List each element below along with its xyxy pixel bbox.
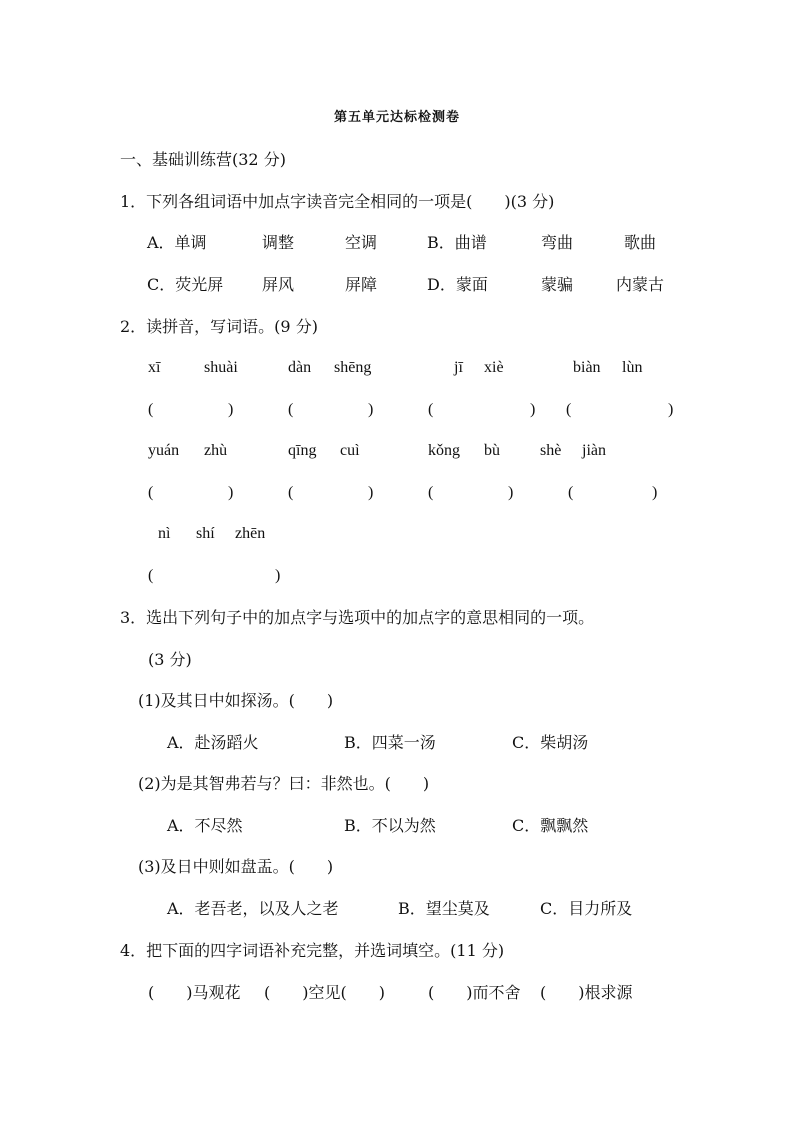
answer-bracket-open: ( (566, 401, 572, 418)
pinyin: jiàn (582, 442, 606, 459)
pinyin: xiè (484, 359, 504, 376)
question-1-stem: 1．下列各组词语中加点字读音完全相同的一项是( )(3 分) (120, 192, 555, 211)
pinyin: zhù (204, 442, 228, 459)
pinyin: shēng (334, 359, 372, 376)
q3-s2-option-c: C．飘飘然 (512, 816, 589, 835)
pinyin: shí (196, 525, 215, 542)
q3-s1-option-c: C．柴胡汤 (512, 733, 589, 752)
q3-sentence-2: (2)为是其智弗若与？曰：非然也。( ) (138, 774, 430, 793)
question-3-score: (3 分) (148, 650, 192, 669)
answer-bracket-open: ( (568, 484, 574, 501)
pinyin: nì (158, 525, 171, 542)
q1-option-c: C．荧光屏 (147, 275, 224, 294)
q1-option-d-word-3: 内蒙古 (616, 275, 665, 294)
q3-sentence-3: (3)及日中则如盘盂。( ) (138, 857, 334, 876)
question-4-stem: 4．把下面的四字词语补充完整，并选词填空。(11 分) (120, 941, 505, 960)
q3-s3-option-b: B．望尘莫及 (398, 899, 490, 918)
answer-bracket-close: ) (668, 401, 674, 418)
q1-option-a-word-3: 空调 (345, 233, 378, 252)
q1-option-d: D．蒙面 (427, 275, 488, 294)
question-3-stem: 3．选出下列句子中的加点字与选项中的加点字的意思相同的一项。 (120, 608, 595, 627)
pinyin: zhēn (235, 525, 266, 542)
q3-s2-option-a: A．不尽然 (167, 816, 243, 835)
q1-option-b-word-3: 歌曲 (624, 233, 657, 252)
answer-bracket-open: ( (288, 484, 294, 501)
pinyin: shuài (204, 359, 238, 376)
answer-bracket-open: ( (288, 401, 294, 418)
q3-s3-option-a: A．老吾老，以及人之老 (167, 899, 339, 918)
q3-s1-option-a: A．赴汤蹈火 (167, 733, 259, 752)
q3-s1-option-b: B．四菜一汤 (344, 733, 436, 752)
q1-option-a-word-2: 调整 (262, 233, 295, 252)
q1-option-c-word-3: 屏障 (345, 275, 378, 294)
answer-bracket-open: ( (148, 567, 154, 584)
answer-bracket-open: ( (148, 484, 154, 501)
answer-bracket-close: ) (368, 401, 374, 418)
answer-bracket-close: ) (368, 484, 374, 501)
pinyin: lùn (622, 359, 643, 376)
pinyin: biàn (573, 359, 601, 376)
page-title: 第五单元达标检测卷 (333, 110, 460, 125)
answer-bracket-close: ) (228, 401, 234, 418)
pinyin: yuán (148, 442, 180, 459)
answer-bracket-close: ) (652, 484, 658, 501)
q4-idiom-4: ( )根求源 (540, 983, 633, 1002)
answer-bracket-close: ) (530, 401, 536, 418)
q1-option-a: A．单调 (147, 233, 207, 252)
q3-sentence-1: (1)及其日中如探汤。( ) (138, 691, 334, 710)
answer-bracket-close: ) (275, 567, 281, 584)
pinyin: qīng (288, 442, 317, 459)
q1-option-c-word-2: 屏风 (262, 275, 295, 294)
answer-bracket-open: ( (428, 401, 434, 418)
answer-bracket-close: ) (228, 484, 234, 501)
section-heading: 一、基础训练营(32 分) (120, 150, 286, 169)
pinyin: shè (540, 442, 562, 459)
pinyin: dàn (288, 359, 312, 376)
answer-bracket-close: ) (508, 484, 514, 501)
answer-bracket-open: ( (148, 401, 154, 418)
q1-option-b-word-2: 弯曲 (541, 233, 574, 252)
q3-s3-option-c: C．目力所及 (540, 899, 633, 918)
pinyin: jī (454, 359, 463, 376)
pinyin: xī (148, 359, 161, 376)
pinyin: kǒng (428, 442, 460, 459)
pinyin: cuì (340, 442, 360, 459)
question-2-stem: 2．读拼音，写词语。(9 分) (120, 317, 318, 336)
q1-option-d-word-2: 蒙骗 (541, 275, 574, 294)
q4-idiom-1: ( )马观花 (148, 983, 241, 1002)
q4-idiom-2: ( )空见( ) (264, 983, 385, 1002)
q4-idiom-3: ( )而不舍 (428, 983, 521, 1002)
answer-bracket-open: ( (428, 484, 434, 501)
pinyin: bù (484, 442, 500, 459)
q1-option-b: B．曲谱 (427, 233, 487, 252)
q3-s2-option-b: B．不以为然 (344, 816, 436, 835)
